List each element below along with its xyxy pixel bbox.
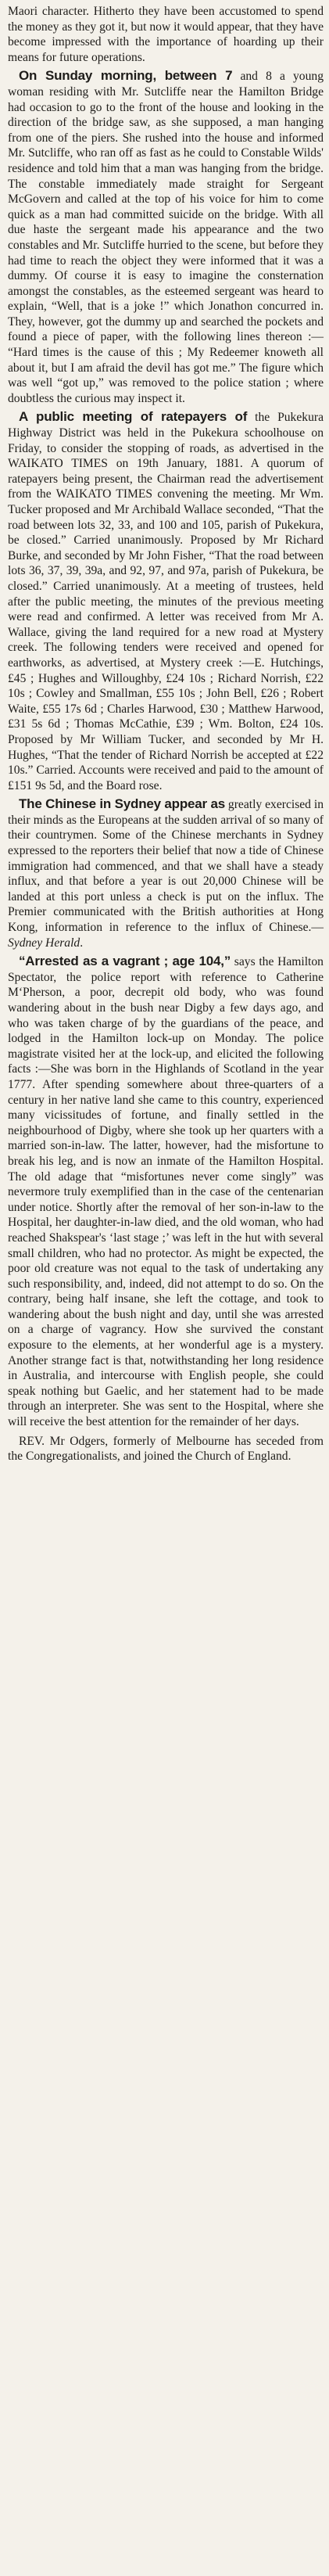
paragraph-lead: A public meeting of ratepayers of (19, 409, 248, 425)
article-paragraph-vagrant-104 (8, 954, 324, 1429)
article-paragraph-dummy-bridge (8, 68, 324, 406)
paragraph-text: REV. Mr Odgers, formerly of Melbourne has seceded from the Congregationalists, and joined the Church of England. (8, 1434, 324, 1464)
paragraph-text: says the Hamilton Spectator, the police report with reference to Catherine M‘Pherson, a poor, decrepit old body, who was found wandering about in the bush near Digby a few days ago, and who was taken charge of by the guardians of the peace, and lodged in the Hamilton lock-up on Monday. The police magistrate visited her at the lock-up, and elicited the following facts :—She was born in the Highlands of Scotland in the year 1777. After spending somewhere about three-quarters of a century in her native land she came to this country, experienced many vicissitudes of fortune, and finally settled in the neighbourhood of Digby, where she took up her quarters with a married son-in-law. The latter, however, had the misfortune to break his leg, and is now an inmate of the Hamilton Hospital. The old adage that “misfortunes never come singly” was nevermore truly exemplified than in the case of the centenarian under notice. Shortly after the removal of her son-in-law to the Hospital, her daughter-in-law died, and the old woman, who had reached Shakspear's ‘last stage ;’ was left in the hut with several small children, who had no protector. As might be expected, the poor old creature was not equal to the task of undertaking any such responsibility, and, indeed, did not attempt to do so. On the contrary, being half insane, she left the cottage, and took to wandering about the bush night and day, until she was arrested on a charge of vagrancy. How she survived the constant exposure to the elements, at her wonderful age is a mystery. Another strange fact is that, notwithstanding her long residence in Australia, and intercourse with English people, she could speak nothing but Gaelic, and her statement had to be made through an interpreter. She was sent to the Hospital, where she will receive the best attention for the remainder of her days. (8, 955, 324, 1429)
paragraph-lead: The Chinese in Sydney appear as (19, 796, 226, 812)
paragraph-tail: . (80, 936, 84, 950)
paragraph-text: and 8 a young woman residing with Mr. Sutcliffe near the Hamilton Bridge had occasion to go to the front of the house and looking in the direction of the bridge saw, as she supposed, a man hanging from one of the piers. She rushed into the house and informed Mr. Sutcliffe, who ran off as fast as he could to Constable Wilds' residence and told him that a man was hanging from the bridge. The constable immediately made straight for Sergeant McGovern and called at the top of his voice for him to come quick as a man had committed suicide on the bridge. With all due haste the sergeant made his appearance and the two constables and Mr. Sutcliffe hurried to the scene, but before they had time to reach the object they were informed that it was a dummy. Of course it is easy to imagine the consternation amongst the constables, as the esteemed sergeant was heard to explain, “Well, that is a joke !” which Jonathon concurred in. They, however, got the dummy up and searched the pockets and found a piece of paper, with the following lines thereon :— “Hard times is the cause of this ; My Redeemer knoweth all about it, but I am afraid the devil has got me.” The figure which was well “got up,” was removed to the police station ; where doubtless the curious may inspect it. (8, 70, 324, 405)
article-paragraph-maori (8, 3, 324, 65)
article-paragraph-chinese-sydney (8, 796, 324, 950)
article-paragraph-ratepayers-meeting (8, 409, 324, 793)
paragraph-lead: On Sunday morning, between 7 (19, 68, 233, 84)
paragraph-byline: Sydney Herald (8, 936, 80, 950)
article-paragraph-rev-odgers (8, 1433, 324, 1464)
paragraph-lead: “Arrested as a vagrant ; age 104,” (19, 954, 231, 969)
paragraph-text: Maori character. Hitherto they have been accustomed to spend the money as they got it, but now it would appear, that they have become impressed with the importance of hoarding up their means for future operations. (8, 5, 324, 64)
paragraph-text: greatly exercised in their minds as the Europeans at the sudden arrival of so many of their countrymen. Some of the Chinese merchants in Sydney expressed to the reporters their belief that now a tide of Chinese immigration had commenced, and that we shall have a steady influx, and that before a year is out 20,000 Chinese will be landed at this port unless a check is put on the influx. The Premier communicated with the British authorities at Hong Kong, information in reference to the influx of Chinese.— (8, 798, 324, 935)
paragraph-text: the Pukekura Highway District was held in the Pukekura schoolhouse on Friday, to consider the stopping of roads, as advertised in the WAIKATO TIMES on 19th January, 1881. A quorum of ratepayers being present, the Chairman read the advertisement from the WAIKATO TIMES convening the meeting. Mr Wm. Tucker proposed and Mr Archibald Wallace seconded, “That the road between lots 32, 33, and 100 and 105, parish of Pukekura, be closed.” Carried unanimously. Proposed by Mr Richard Burke, and seconded by Mr John Fisher, “That the road between lots 36, 37, 39, 39a, and 92, 97, and 97a, parish of Pukekura, be closed.” Carried unanimously. At a meeting of trustees, held after the public meeting, the minutes of the previous meeting were read and confirmed. A letter was received from Mr A. Wallace, giving the land required for a new road at Mystery creek. The following tenders were received and opened for earthworks, as advertised, at Mystery creek :—E. Hutchings, £45 ; Hughes and Willoughby, £24 10s ; Richard Norrish, £22 10s ; Cowley and Smallman, £55 10s ; John Bell, £26 ; Robert Waite, £55 17s 6d ; Charles Harwood, £30 ; Matthew Harwood, £31 5s 6d ; Thomas McCathie, £39 ; Wm. Bolton, £24 10s. Proposed by Mr William Tucker, and seconded by Mr H. Hughes, “That the tender of Richard Norrish be accepted at £22 10s.” Carried. Accounts were received and paid to the amount of £151 9s 5d, and the Board rose. (8, 411, 324, 792)
